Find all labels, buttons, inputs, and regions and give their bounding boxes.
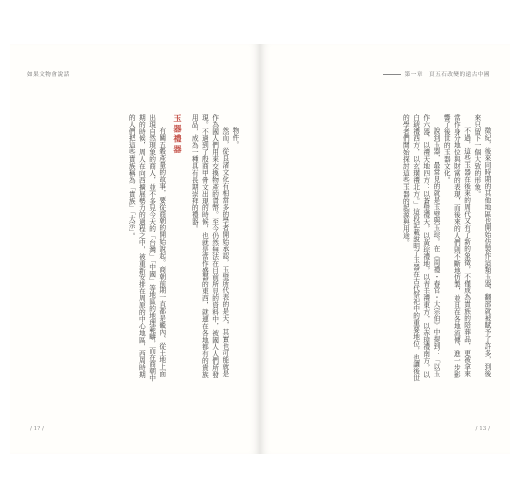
left-page-text bbox=[40, 114, 240, 384]
right-page bbox=[260, 44, 510, 454]
paragraph: 有關五穀產量的故事，要從商朝的開始說起。商朝前期一直都是畿內、從土地上面出現自然現象的商人，並不多見今天的「台灣」「中國」等地區的地理範疇，而在商朝中期的時候，周人在向西擴展勢力的過程之中，被重新安排在周原的中心地區，西周時期的人們把這些貴族稱為「貴族」「大宗」。 bbox=[127, 114, 166, 382]
section-heading: 玉器禮器 bbox=[172, 114, 183, 155]
page-number: / 1? / bbox=[30, 426, 44, 432]
page-number: / 13 / bbox=[475, 426, 490, 432]
left-page bbox=[10, 44, 260, 454]
paragraph: 物件。 bbox=[231, 127, 239, 149]
paragraph: 不過，這些玉器在後來的周代又有了新的象徵，不僅成為貴族的陪葬品，更被拿來當作身分地位與財富的表現，而後來的人們則不斷地仿製，並且在各地流傳，進一步影響了後世的玉器文化。 bbox=[442, 114, 471, 379]
paragraph: 徵紀，後來同時期的其他地區也開始仿製作這類玉器，翻部就被賦予了許多，到後來只留下一個大致的形象。 bbox=[472, 114, 491, 378]
running-head-rule bbox=[383, 74, 401, 75]
paragraph: 說到玉器，最常見的就是玉璧與玉琮。在《周禮・春官・大宗伯》中提到：「以玉作六器，以禮天地四方：以蒼璧禮天，以黃琮禮地，以青圭禮東方，以赤璋禮南方，以白琥禮西方，以玄璜禮北方。」這段記載說明了玉器在古代祭祀中的重要地位，也讓後世的學者們開始探討這些玉器的起源與用途。 bbox=[401, 114, 440, 382]
running-head-chapter-title bbox=[379, 70, 490, 78]
paragraph: 然而，從良渚文化有相當多的學者開始承認，玉璧所代表的是天，其實也可能就是作為國人們用來交換物產的貨幣。至今仍然無法在目前所見的資料中，被國人人們所發現。不過到了殷商甲骨文出現的時候，也就是當作盛器的東西，就連在各地都有的貴族用品，成為一種具有長期崇拜的禮器。 bbox=[190, 114, 229, 379]
chapter-title: 第一章 頁五石改變的遠古中國 bbox=[404, 72, 490, 78]
book-spread bbox=[10, 44, 510, 454]
running-head-book-title: 如果文物會說話 bbox=[27, 72, 70, 78]
right-page-text bbox=[292, 114, 492, 384]
